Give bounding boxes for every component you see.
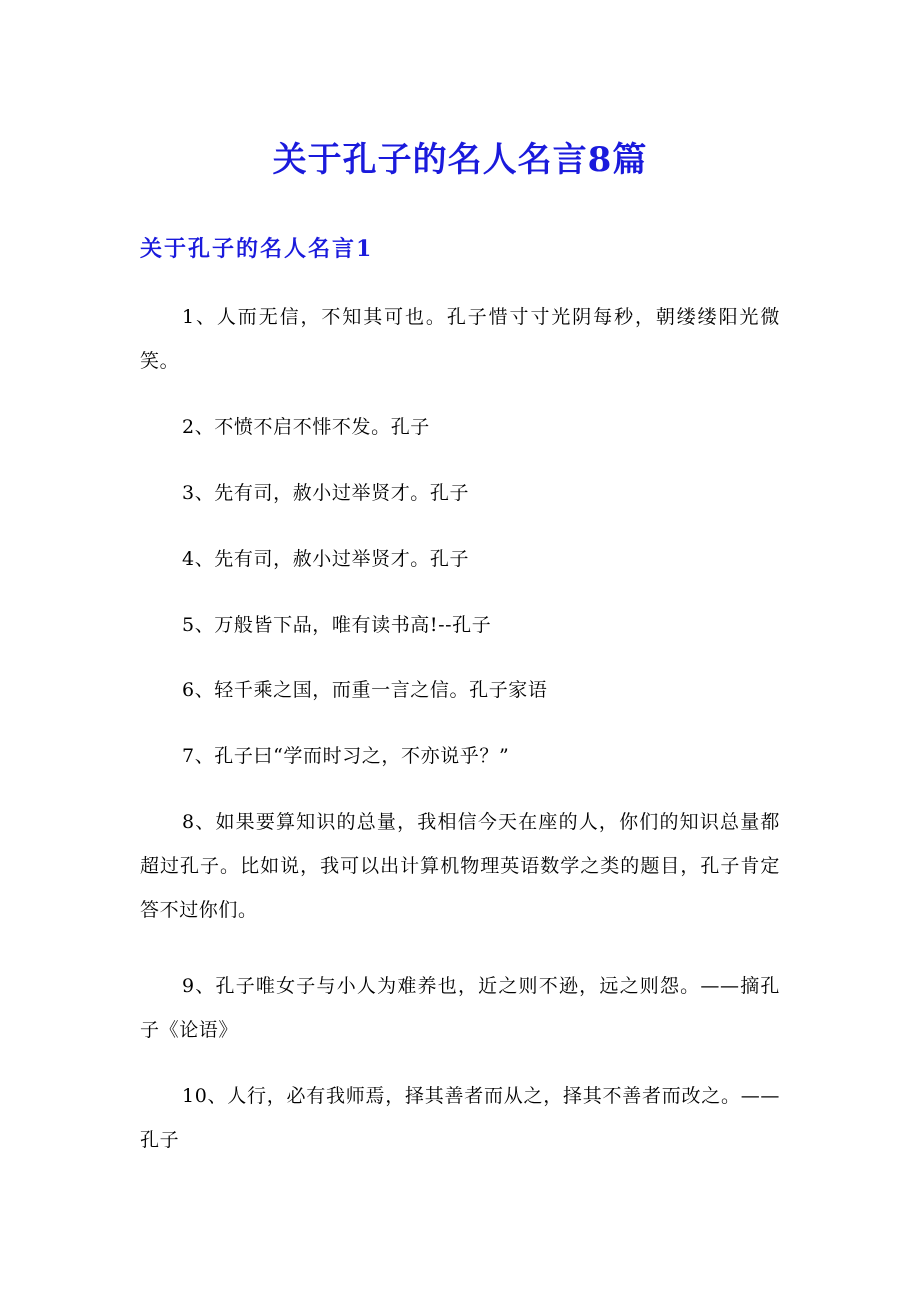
section-heading: 关于孔子的名人名言1 [140, 236, 374, 262]
quote-paragraph: 1、人而无信，不知其可也。孔子惜寸寸光阴每秒，朝缕缕阳光微笑。 [140, 306, 780, 372]
quote-paragraph: 9、孔子唯女子与小人为难养也，近之则不逊，远之则怨。——摘孔子《论语》 [140, 975, 780, 1041]
quote-paragraph: 8、如果要算知识的总量，我相信今天在座的人，你们的知识总量都超过孔子。比如说，我可以出计算机物理英语数学之类的题目，孔子肯定答不过你们。 [140, 811, 780, 921]
document-title: 关于孔子的名人名言8篇 [272, 140, 648, 180]
quote-paragraph: 4、先有司，赦小过举贤才。孔子 [182, 548, 470, 570]
quote-paragraph: 10、人行，必有我师焉，择其善者而从之，择其不善者而改之。——孔子 [140, 1085, 780, 1151]
quote-paragraph: 2、不愤不启不悱不发。孔子 [182, 416, 430, 438]
quote-paragraph: 3、先有司，赦小过举贤才。孔子 [182, 482, 470, 504]
quote-paragraph: 6、轻千乘之国，而重一言之信。孔子家语 [182, 679, 548, 701]
quote-paragraph: 7、孔子曰“学而时习之，不亦说乎？” [182, 745, 510, 767]
quote-paragraph: 5、万般皆下品，唯有读书高!--孔子 [182, 614, 492, 636]
